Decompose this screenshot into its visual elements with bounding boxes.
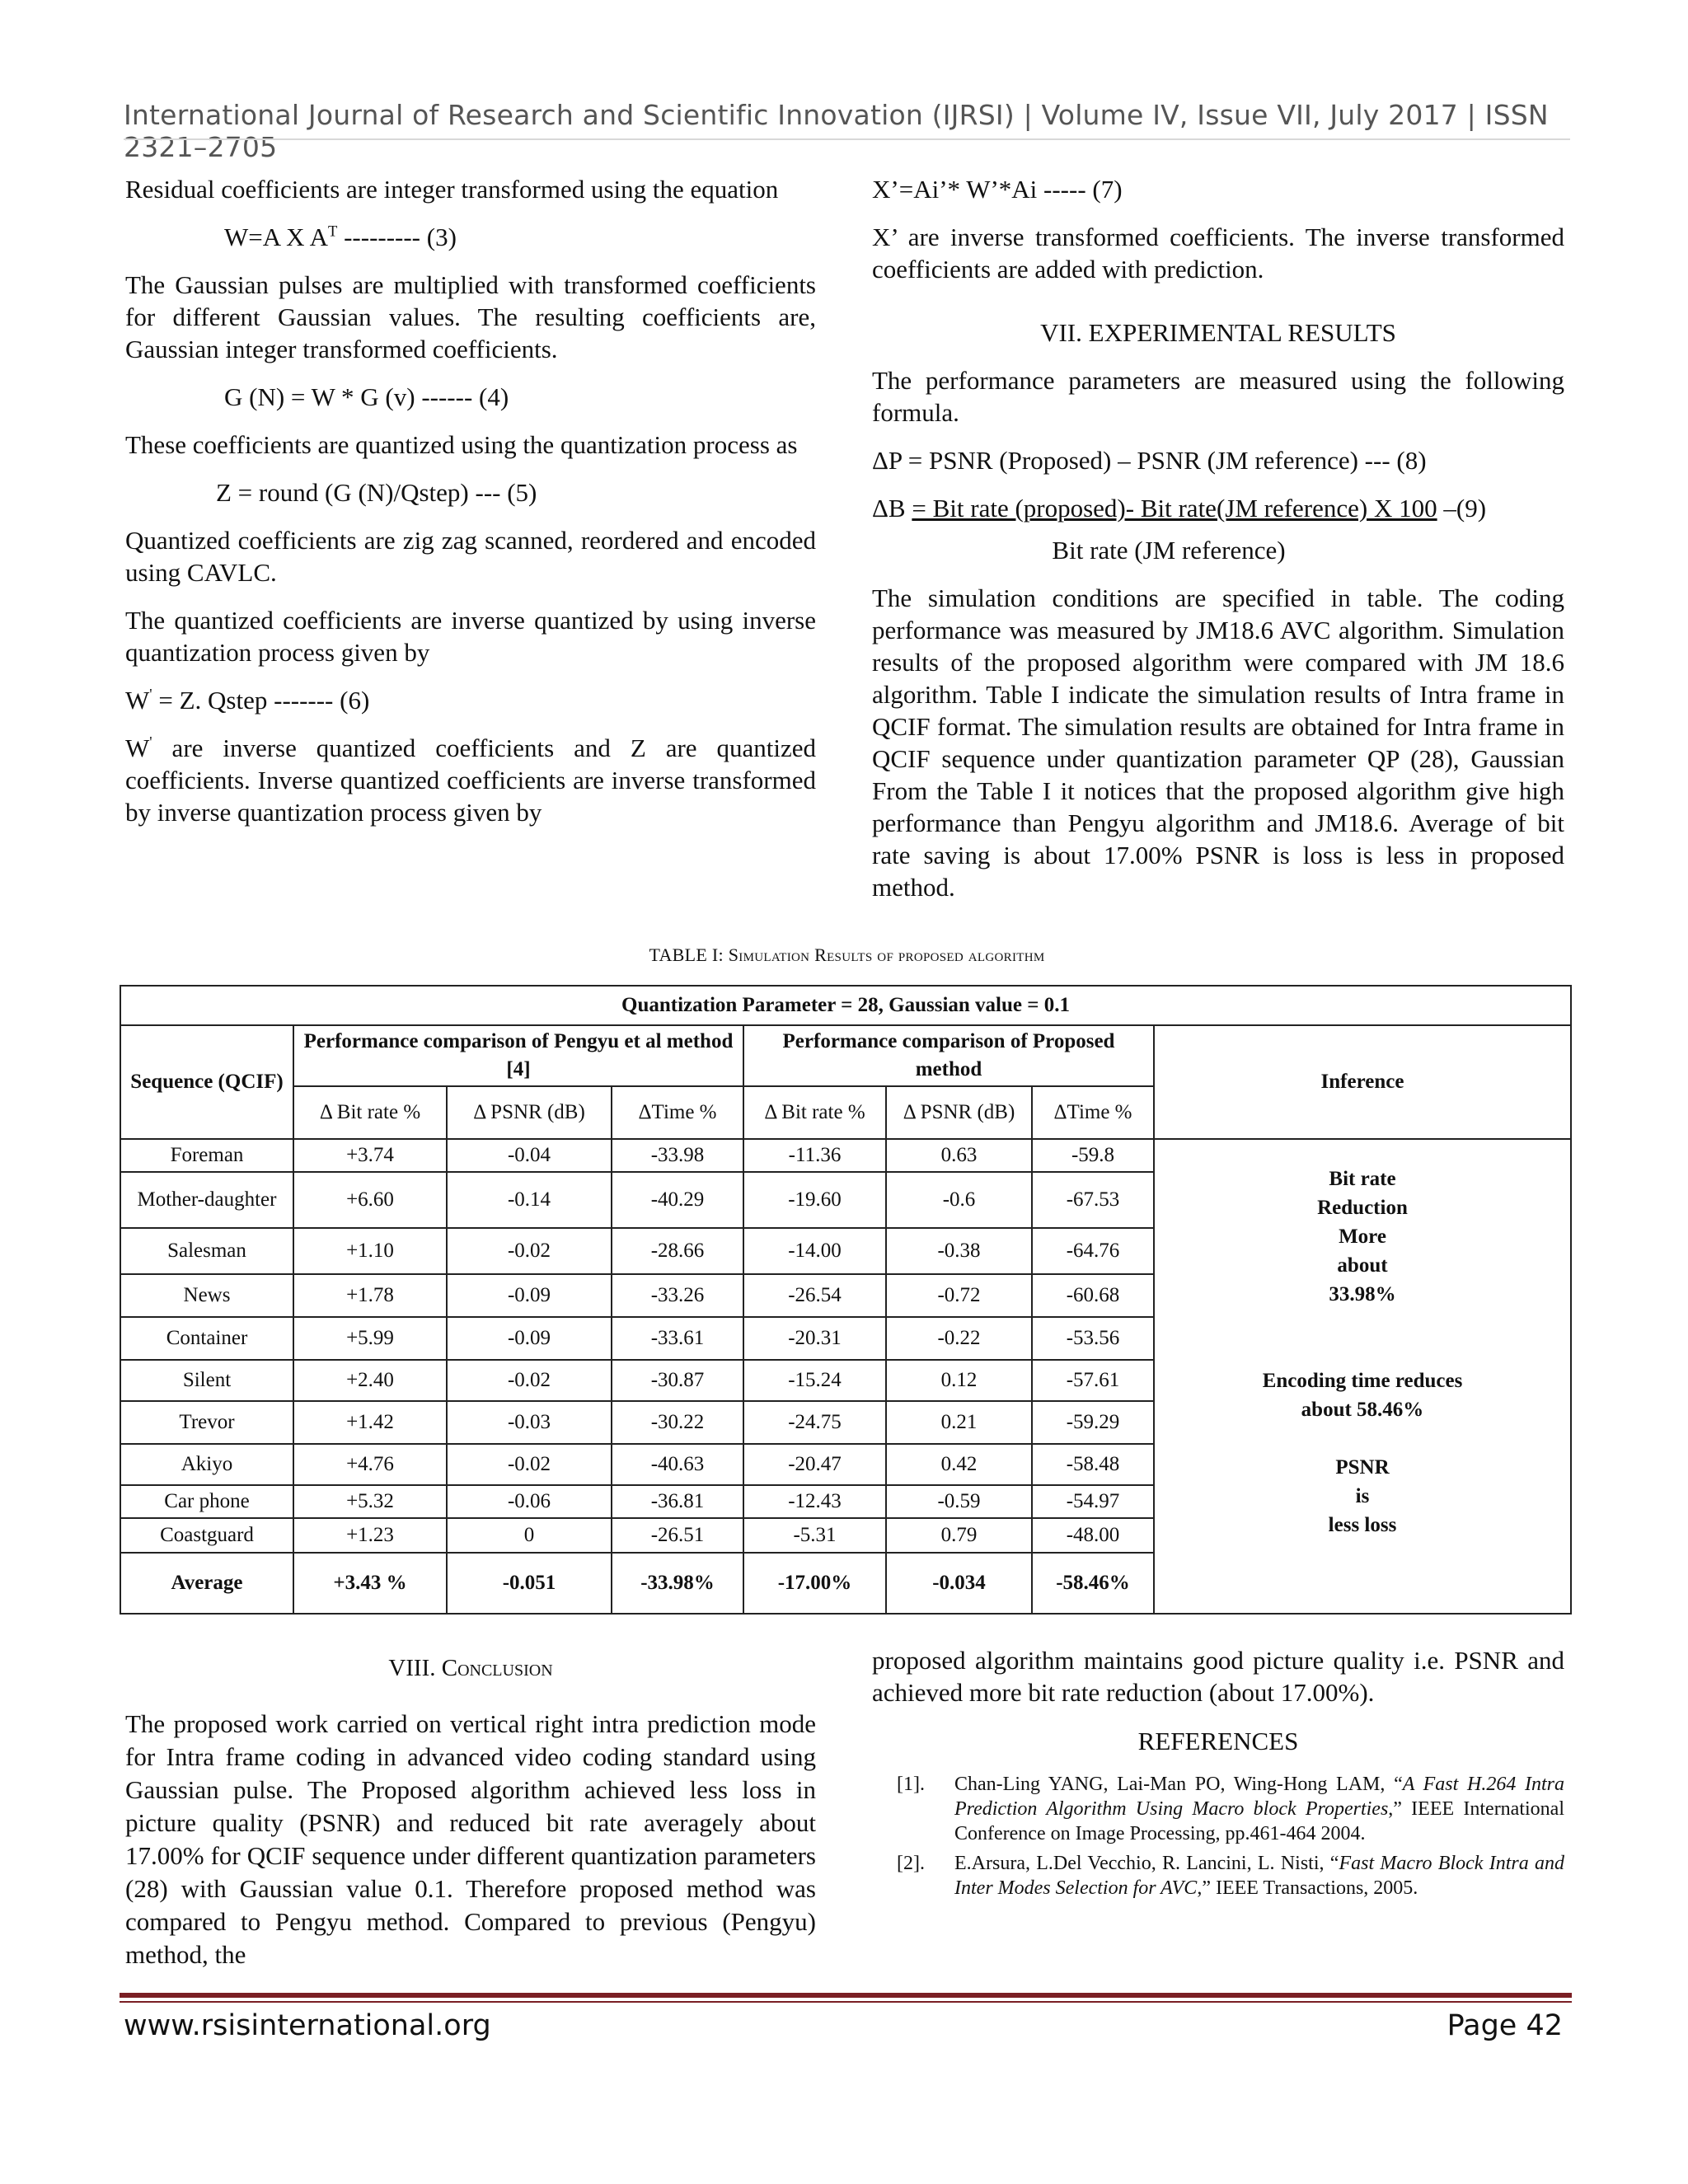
value-cell: -0.02 <box>447 1228 612 1274</box>
sequence-cell: Container <box>120 1317 293 1360</box>
value-cell: -19.60 <box>743 1172 886 1228</box>
sequence-cell: Average <box>120 1553 293 1614</box>
equation-3: W=A X $A^T$ --------- (3) <box>224 223 457 251</box>
sequence-cell: Coastguard <box>120 1518 293 1553</box>
value-cell: 0 <box>447 1518 612 1553</box>
value-cell: +4.76 <box>293 1444 447 1485</box>
sequence-cell: Silent <box>120 1360 293 1401</box>
value-cell: -20.31 <box>743 1317 886 1360</box>
sequence-header: Sequence (QCIF) <box>120 1025 293 1139</box>
column-header: Δ Bit rate % <box>293 1086 447 1139</box>
value-cell: -0.09 <box>447 1317 612 1360</box>
column-header: Δ PSNR (dB) <box>886 1086 1032 1139</box>
value-cell: -12.43 <box>743 1485 886 1518</box>
value-cell: -33.26 <box>612 1274 743 1317</box>
value-cell: -67.53 <box>1032 1172 1154 1228</box>
right-column <box>872 173 1564 919</box>
results-table <box>120 985 1572 1615</box>
equation-9-denominator: Bit rate (JM reference) <box>1052 536 1286 565</box>
value-cell: -15.24 <box>743 1360 886 1401</box>
sequence-cell: News <box>120 1274 293 1317</box>
page-number: Page 42 <box>1447 2009 1563 2042</box>
value-cell: 0.79 <box>886 1518 1032 1553</box>
value-cell: +5.99 <box>293 1317 447 1360</box>
left-column <box>125 173 816 844</box>
paragraph: The performance parameters are measured using the following formula. <box>872 366 1564 427</box>
value-cell: -0.14 <box>447 1172 612 1228</box>
value-cell: +2.40 <box>293 1360 447 1401</box>
footer-website: www.rsisinternational.org <box>124 2009 491 2042</box>
value-cell: -0.04 <box>447 1139 612 1172</box>
conclusion-section <box>125 1652 816 1987</box>
value-cell: -64.76 <box>1032 1228 1154 1274</box>
value-cell: +6.60 <box>293 1172 447 1228</box>
paragraph: Quantized coefficients are zig zag scanned, reordered and encoded using CAVLC. <box>125 526 816 587</box>
reference-item: [1]. Chan-Ling YANG, Lai-Man PO, Wing-Hong LAM, “A Fast H.264 Intra Prediction Algorithm Using Macro block Properties,” IEEE International Conference on Image Processing, pp.461-464 2004. <box>897 1774 1565 1844</box>
value-cell: -0.6 <box>886 1172 1032 1228</box>
value-cell: -0.09 <box>447 1274 612 1317</box>
value-cell: +1.42 <box>293 1401 447 1444</box>
sequence-cell: Salesman <box>120 1228 293 1274</box>
value-cell: -0.72 <box>886 1274 1032 1317</box>
paragraph: The quantized coefficients are inverse quantized by using inverse quantization process given by <box>125 606 816 667</box>
equation-6: W' = Z. Qstep ------- (6) <box>125 686 370 715</box>
value-cell: -11.36 <box>743 1139 886 1172</box>
value-cell: -0.03 <box>447 1401 612 1444</box>
value-cell: -59.8 <box>1032 1139 1154 1172</box>
value-cell: -0.034 <box>886 1553 1032 1614</box>
table-title: Quantization Parameter = 28, Gaussian value = 0.1 <box>120 986 1571 1025</box>
section-heading: VII. EXPERIMENTAL RESULTS <box>1040 318 1396 347</box>
value-cell: -28.66 <box>612 1228 743 1274</box>
column-header: ΔTime % <box>612 1086 743 1139</box>
value-cell: -33.98% <box>612 1553 743 1614</box>
column-header: ΔTime % <box>1032 1086 1154 1139</box>
footer-divider-thin <box>120 2001 1572 2003</box>
value-cell: +1.23 <box>293 1518 447 1553</box>
sequence-cell: Mother-daughter <box>120 1172 293 1228</box>
value-cell: -0.59 <box>886 1485 1032 1518</box>
value-cell: -26.54 <box>743 1274 886 1317</box>
value-cell: -40.29 <box>612 1172 743 1228</box>
value-cell: -26.51 <box>612 1518 743 1553</box>
right-bottom-column <box>872 1644 1564 1905</box>
conclusion-continued: proposed algorithm maintains good picture quality i.e. PSNR and achieved more bit rate reduction (about 17.00%). <box>872 1646 1564 1707</box>
value-cell: -14.00 <box>743 1228 886 1274</box>
sequence-cell: Trevor <box>120 1401 293 1444</box>
sequence-cell: Akiyo <box>120 1444 293 1485</box>
value-cell: -0.06 <box>447 1485 612 1518</box>
equation-7: X’=Ai’* W’*Ai ----- (7) <box>872 175 1123 204</box>
table-row <box>120 1139 1571 1172</box>
value-cell: -60.68 <box>1032 1274 1154 1317</box>
sequence-cell: Foreman <box>120 1139 293 1172</box>
value-cell: +3.43 % <box>293 1553 447 1614</box>
value-cell: -30.87 <box>612 1360 743 1401</box>
inference-cell: Bit rate Reduction More about 33.98% Encoding time reduces about 58.46% PSNR is less loss <box>1154 1139 1571 1614</box>
paragraph: Residual coefficients are integer transformed using the equation <box>125 175 779 204</box>
value-cell: -0.02 <box>447 1444 612 1485</box>
value-cell: -58.48 <box>1032 1444 1154 1485</box>
value-cell: -53.56 <box>1032 1317 1154 1360</box>
value-cell: -0.02 <box>447 1360 612 1401</box>
value-cell: -57.61 <box>1032 1360 1154 1401</box>
value-cell: -24.75 <box>743 1401 886 1444</box>
value-cell: -0.38 <box>886 1228 1032 1274</box>
conclusion-heading: VIII. Conclusion <box>388 1655 553 1681</box>
value-cell: 0.21 <box>886 1401 1032 1444</box>
header-divider <box>124 138 1570 140</box>
equation-8: ΔP = PSNR (Proposed) – PSNR (JM reference) --- (8) <box>872 446 1427 475</box>
column-header: Δ PSNR (dB) <box>447 1086 612 1139</box>
footer-divider <box>120 1993 1572 1998</box>
inference-header: Inference <box>1154 1025 1571 1139</box>
reference-item: [2]. E.Arsura, L.Del Vecchio, R. Lancini, L. Nisti, “Fast Macro Block Intra and Inter Modes Selection for AVC,” IEEE Transactions, 2005. <box>897 1853 1564 1899</box>
equation-4: G (N) = W * G (v) ------ (4) <box>224 382 509 411</box>
value-cell: -5.31 <box>743 1518 886 1553</box>
group-header-pengyu: Performance comparison of Pengyu et al method [4] <box>293 1025 743 1086</box>
value-cell: -33.61 <box>612 1317 743 1360</box>
value-cell: +1.78 <box>293 1274 447 1317</box>
value-cell: -17.00% <box>743 1553 886 1614</box>
column-header: Δ Bit rate % <box>743 1086 886 1139</box>
value-cell: -58.46% <box>1032 1553 1154 1614</box>
paragraph: W' are inverse quantized coefficients and Z are quantized coefficients. Inverse quantized coefficients are inverse transformed by inverse quantization process given by <box>125 733 816 827</box>
equation-9: ΔB = Bit rate (proposed)- Bit rate(JM reference) X 100 –(9) <box>872 494 1487 523</box>
value-cell: +1.10 <box>293 1228 447 1274</box>
value-cell: +5.32 <box>293 1485 447 1518</box>
value-cell: -40.63 <box>612 1444 743 1485</box>
paragraph: The Gaussian pulses are multiplied with transformed coefficients for different Gaussian values. The resulting coefficients are, Gaussian integer transformed coefficients. <box>125 270 816 363</box>
references-heading: REFERENCES <box>1137 1727 1299 1755</box>
value-cell: -48.00 <box>1032 1518 1154 1553</box>
paragraph: These coefficients are quantized using the quantization process as <box>125 430 798 459</box>
value-cell: -59.29 <box>1032 1401 1154 1444</box>
value-cell: -30.22 <box>612 1401 743 1444</box>
value-cell: -36.81 <box>612 1485 743 1518</box>
value-cell: -33.98 <box>612 1139 743 1172</box>
paragraph: X’ are inverse transformed coefficients. The inverse transformed coefficients are added with prediction. <box>872 223 1564 284</box>
value-cell: -0.051 <box>447 1553 612 1614</box>
conclusion-text: The proposed work carried on vertical right intra prediction mode for Intra frame coding in advanced video coding standard using Gaussian pulse. The Proposed algorithm achieved less loss in picture quality (PSNR) and reduced bit rate averagely about 17.00% for QCIF sequence under different quantization parameters (28) with Gaussian value 0.1. Therefore proposed method was compared to Pengyu method. Compared to previous (Pengyu) method, the <box>125 1709 816 1969</box>
value-cell: -20.47 <box>743 1444 886 1485</box>
value-cell: 0.12 <box>886 1360 1032 1401</box>
value-cell: 0.63 <box>886 1139 1032 1172</box>
value-cell: -54.97 <box>1032 1485 1154 1518</box>
sequence-cell: Car phone <box>120 1485 293 1518</box>
table-caption: TABLE I: Simulation Results of proposed algorithm <box>649 944 1045 965</box>
paragraph: The simulation conditions are specified in table. The coding performance was measured by JM18.6 AVC algorithm. Simulation results of the proposed algorithm were compared with JM 18.6 algorithm. Table I indicate the simulation results of Intra frame in QCIF format. The simulation results are obtained for Intra frame in QCIF sequence under quantization parameter QP (28), Gaussian From the Table I it notices that the proposed algorithm give high performance than Pengyu algorithm and JM18.6. Average of bit rate saving is about 17.00% PSNR is loss is less in proposed method. <box>872 583 1564 902</box>
value-cell: -0.22 <box>886 1317 1032 1360</box>
value-cell: +3.74 <box>293 1139 447 1172</box>
equation-5: Z = round (G (N)/Qstep) --- (5) <box>216 478 537 507</box>
journal-header: International Journal of Research and Scientific Innovation (IJRSI) | Volume IV, Issue VII, July 2017 | ISSN 2321–2705 <box>124 99 1549 163</box>
value-cell: 0.42 <box>886 1444 1032 1485</box>
group-header-proposed: Performance comparison of Proposed method <box>743 1025 1154 1086</box>
